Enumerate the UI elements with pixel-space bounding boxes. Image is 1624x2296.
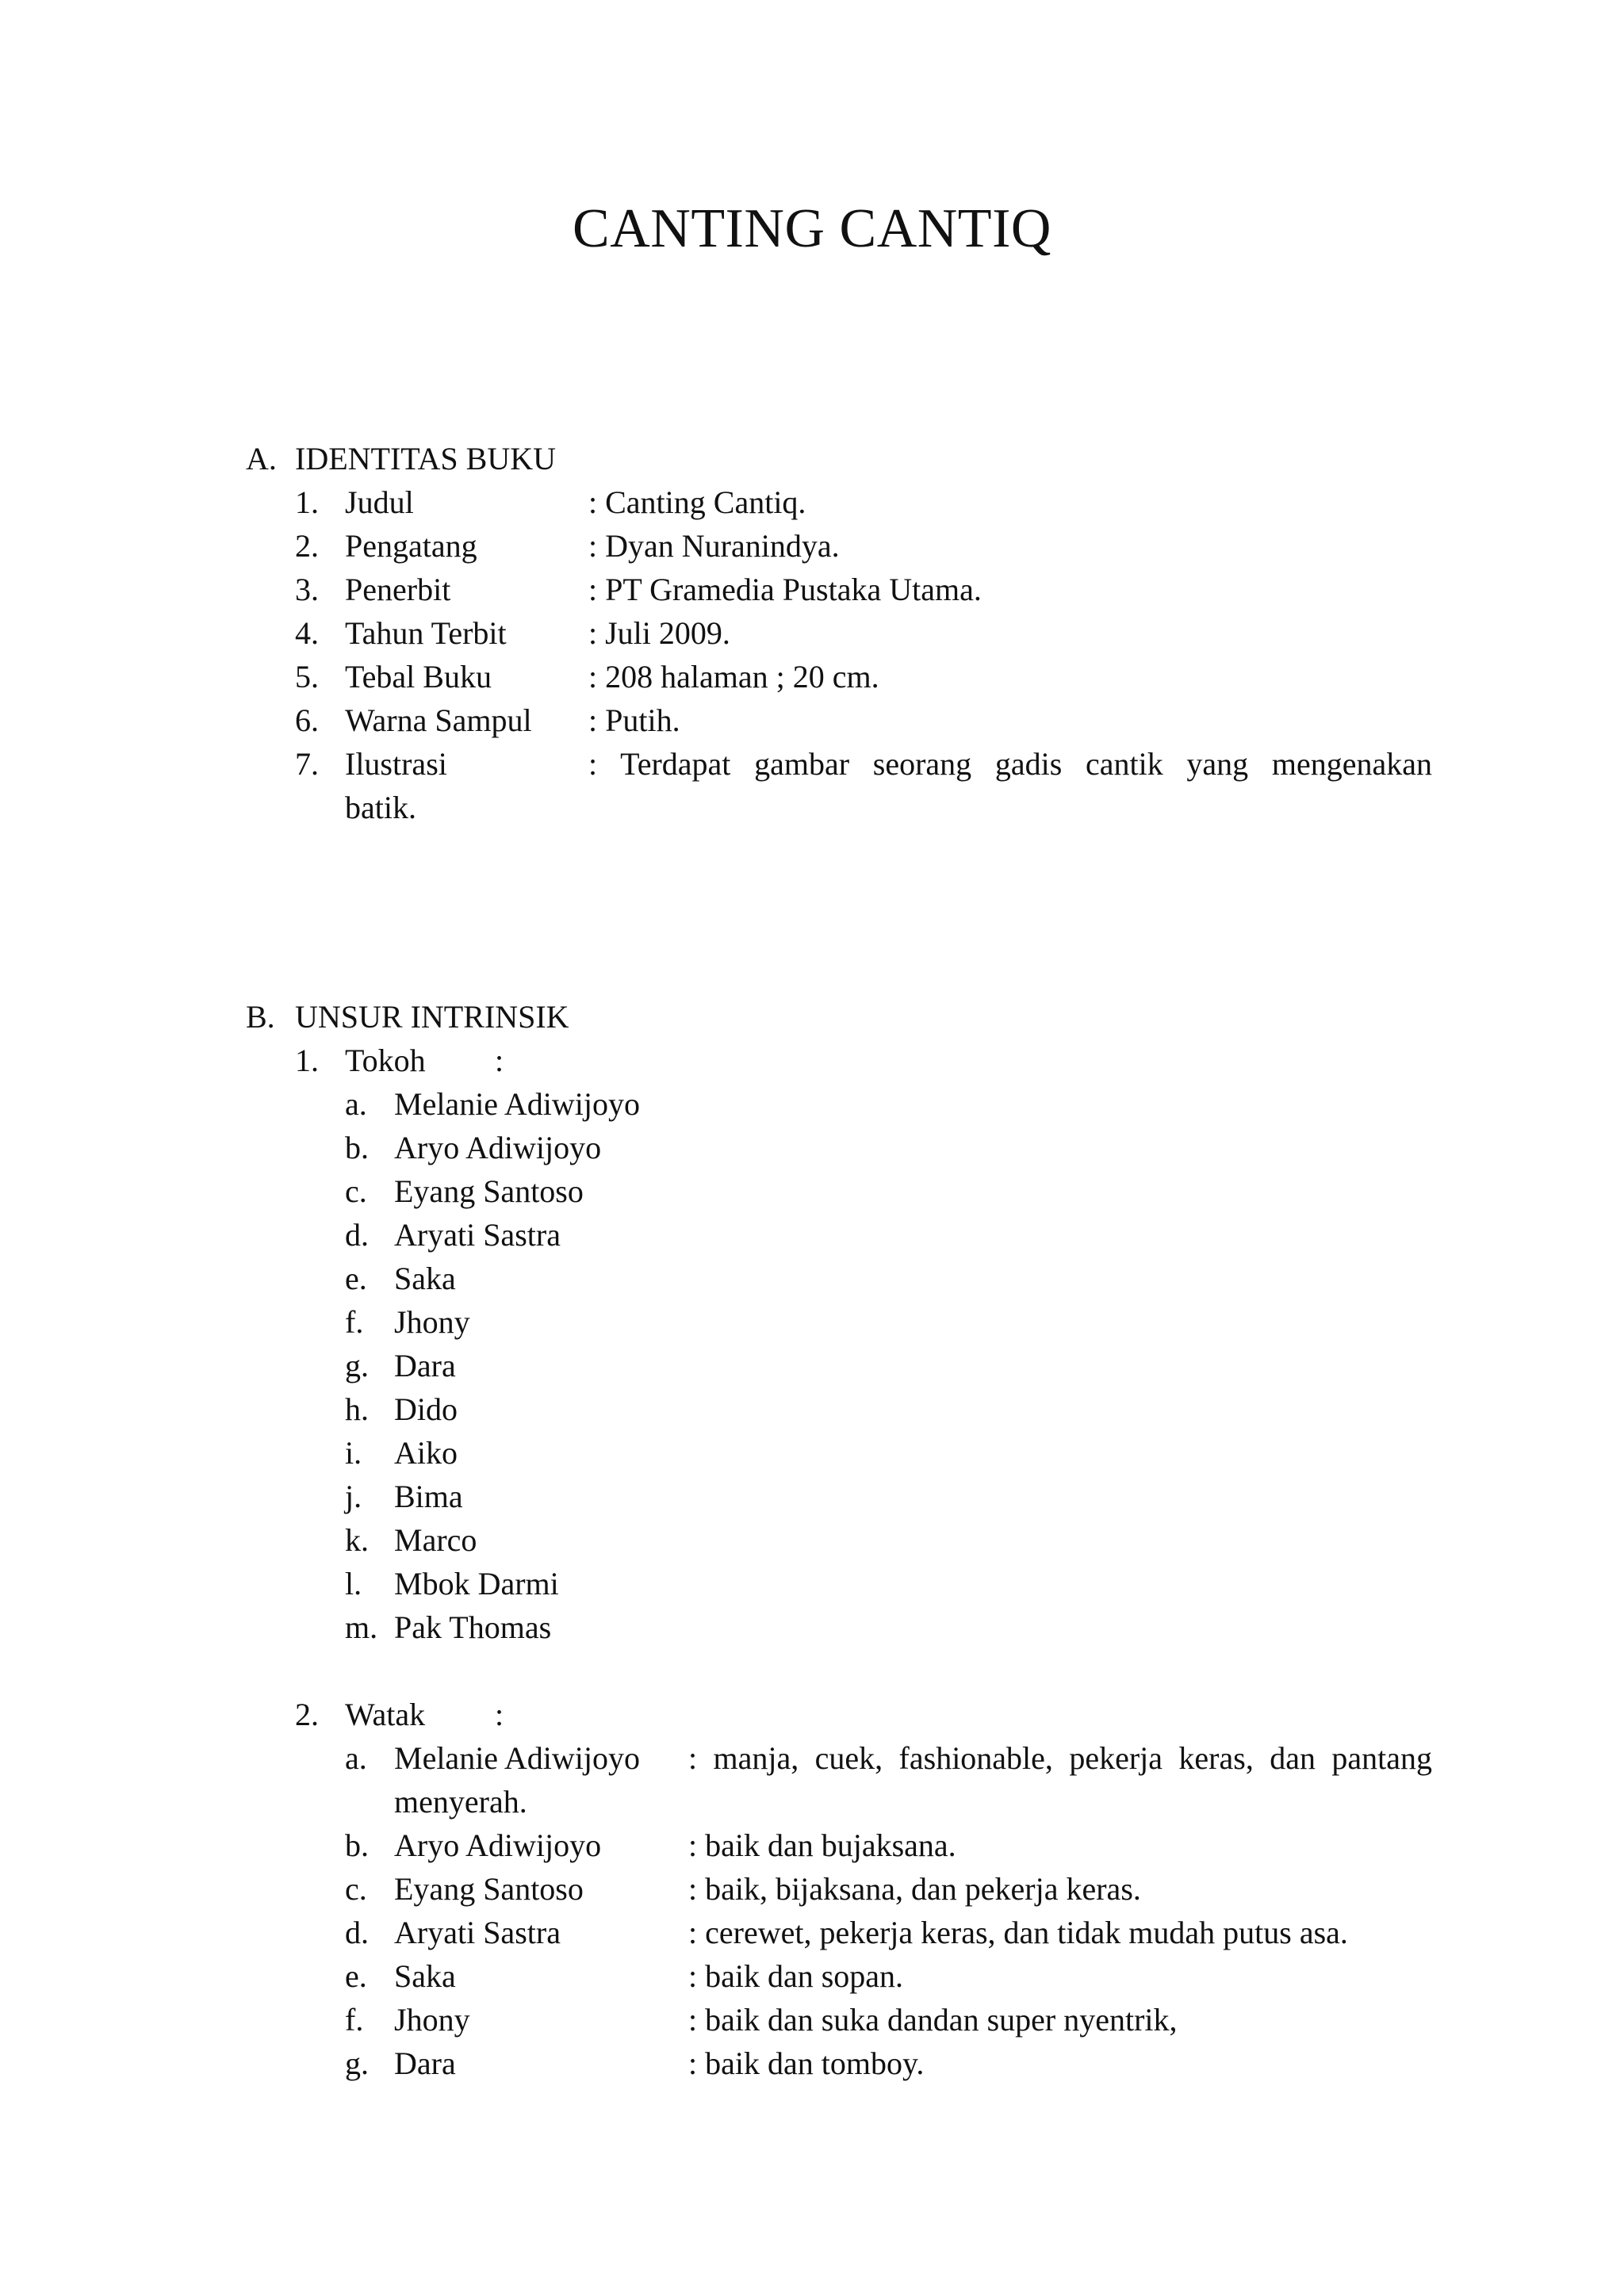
tokoh-letter: f. [345, 1304, 364, 1340]
watak-name: Dara [394, 2045, 456, 2081]
tokoh-name: Dido [394, 1391, 458, 1427]
tokoh-colon: : [495, 1043, 504, 1078]
identitas-label: Pengatang [345, 528, 477, 564]
tokoh-letter: l. [345, 1566, 362, 1601]
identitas-num: 1. [295, 484, 319, 520]
watak-letter: b. [345, 1827, 369, 1863]
section-b-letter: B. [246, 999, 275, 1035]
tokoh-name: Aryati Sastra [394, 1217, 561, 1253]
tokoh-name: Mbok Darmi [394, 1566, 559, 1601]
tokoh-letter: i. [345, 1435, 362, 1471]
tokoh-name: Melanie Adiwijoyo [394, 1086, 640, 1122]
watak-name: Eyang Santoso [394, 1871, 584, 1907]
tokoh-name: Saka [394, 1261, 456, 1296]
tokoh-name: Aiko [394, 1435, 458, 1471]
watak-name: Jhony [394, 2002, 470, 2038]
identitas-value: : Canting Cantiq. [588, 484, 806, 520]
tokoh-letter: b. [345, 1130, 369, 1165]
section-a-title: IDENTITAS BUKU [295, 441, 556, 476]
identitas-label: Judul [345, 484, 414, 520]
tokoh-name: Aryo Adiwijoyo [394, 1130, 602, 1165]
tokoh-name: Dara [394, 1348, 456, 1383]
identitas-value: : 208 halaman ; 20 cm. [588, 659, 879, 695]
tokoh-letter: m. [345, 1609, 378, 1645]
watak-value: : baik dan suka dandan super nyentrik, [688, 2002, 1178, 2038]
watak-num: 2. [295, 1697, 319, 1732]
tokoh-letter: e. [345, 1261, 367, 1296]
section-a-letter: A. [246, 441, 277, 476]
identitas-num: 5. [295, 659, 319, 695]
watak-name: Aryo Adiwijoyo [394, 1827, 602, 1863]
tokoh-letter: k. [345, 1522, 369, 1558]
section-b-title: UNSUR INTRINSIK [295, 999, 569, 1035]
identitas-label: Tahun Terbit [345, 615, 507, 651]
watak-continuation: menyerah. [394, 1784, 527, 1820]
identitas-value: : Terdapat gambar seorang gadis cantik yang mengenakan [588, 746, 1432, 782]
identitas-value: : Juli 2009. [588, 615, 730, 651]
tokoh-letter: h. [345, 1391, 369, 1427]
tokoh-letter: g. [345, 1348, 369, 1383]
watak-letter: g. [345, 2045, 369, 2081]
tokoh-name: Bima [394, 1479, 463, 1514]
watak-value: : baik dan bujaksana. [688, 1827, 956, 1863]
watak-letter: a. [345, 1740, 367, 1776]
watak-name: Saka [394, 1958, 456, 1994]
watak-value: : cerewet, pekerja keras, dan tidak mudah putus asa. [688, 1915, 1348, 1950]
watak-value: : baik dan sopan. [688, 1958, 904, 1994]
tokoh-name: Jhony [394, 1304, 470, 1340]
watak-name: Aryati Sastra [394, 1915, 561, 1950]
tokoh-letter: j. [345, 1479, 362, 1514]
identitas-label: Ilustrasi [345, 746, 447, 782]
watak-letter: e. [345, 1958, 367, 1994]
identitas-label: Penerbit [345, 572, 451, 607]
tokoh-label: Tokoh [345, 1043, 426, 1078]
identitas-num: 6. [295, 702, 319, 738]
page-title: CANTING CANTIQ [573, 198, 1051, 259]
identitas-num: 7. [295, 746, 319, 782]
identitas-label: Warna Sampul [345, 702, 532, 738]
identitas-value: : Putih. [588, 702, 680, 738]
identitas-num: 2. [295, 528, 319, 564]
tokoh-name: Pak Thomas [394, 1609, 552, 1645]
tokoh-num: 1. [295, 1043, 319, 1078]
watak-value: : baik dan tomboy. [688, 2045, 925, 2081]
tokoh-name: Eyang Santoso [394, 1173, 584, 1209]
tokoh-letter: c. [345, 1173, 367, 1209]
watak-name: Melanie Adiwijoyo [394, 1740, 640, 1776]
tokoh-letter: d. [345, 1217, 369, 1253]
watak-letter: f. [345, 2002, 364, 2038]
tokoh-letter: a. [345, 1086, 367, 1122]
identitas-value: : Dyan Nuranindya. [588, 528, 840, 564]
watak-letter: d. [345, 1915, 369, 1950]
watak-colon: : [495, 1697, 504, 1732]
identitas-continuation: batik. [345, 790, 416, 825]
watak-label: Watak [345, 1697, 426, 1732]
identitas-value: : PT Gramedia Pustaka Utama. [588, 572, 982, 607]
watak-letter: c. [345, 1871, 367, 1907]
watak-value: : manja, cuek, fashionable, pekerja keras, dan pantang [688, 1740, 1432, 1776]
tokoh-name: Marco [394, 1522, 477, 1558]
identitas-label: Tebal Buku [345, 659, 492, 695]
identitas-num: 3. [295, 572, 319, 607]
watak-value: : baik, bijaksana, dan pekerja keras. [688, 1871, 1141, 1907]
identitas-num: 4. [295, 615, 319, 651]
